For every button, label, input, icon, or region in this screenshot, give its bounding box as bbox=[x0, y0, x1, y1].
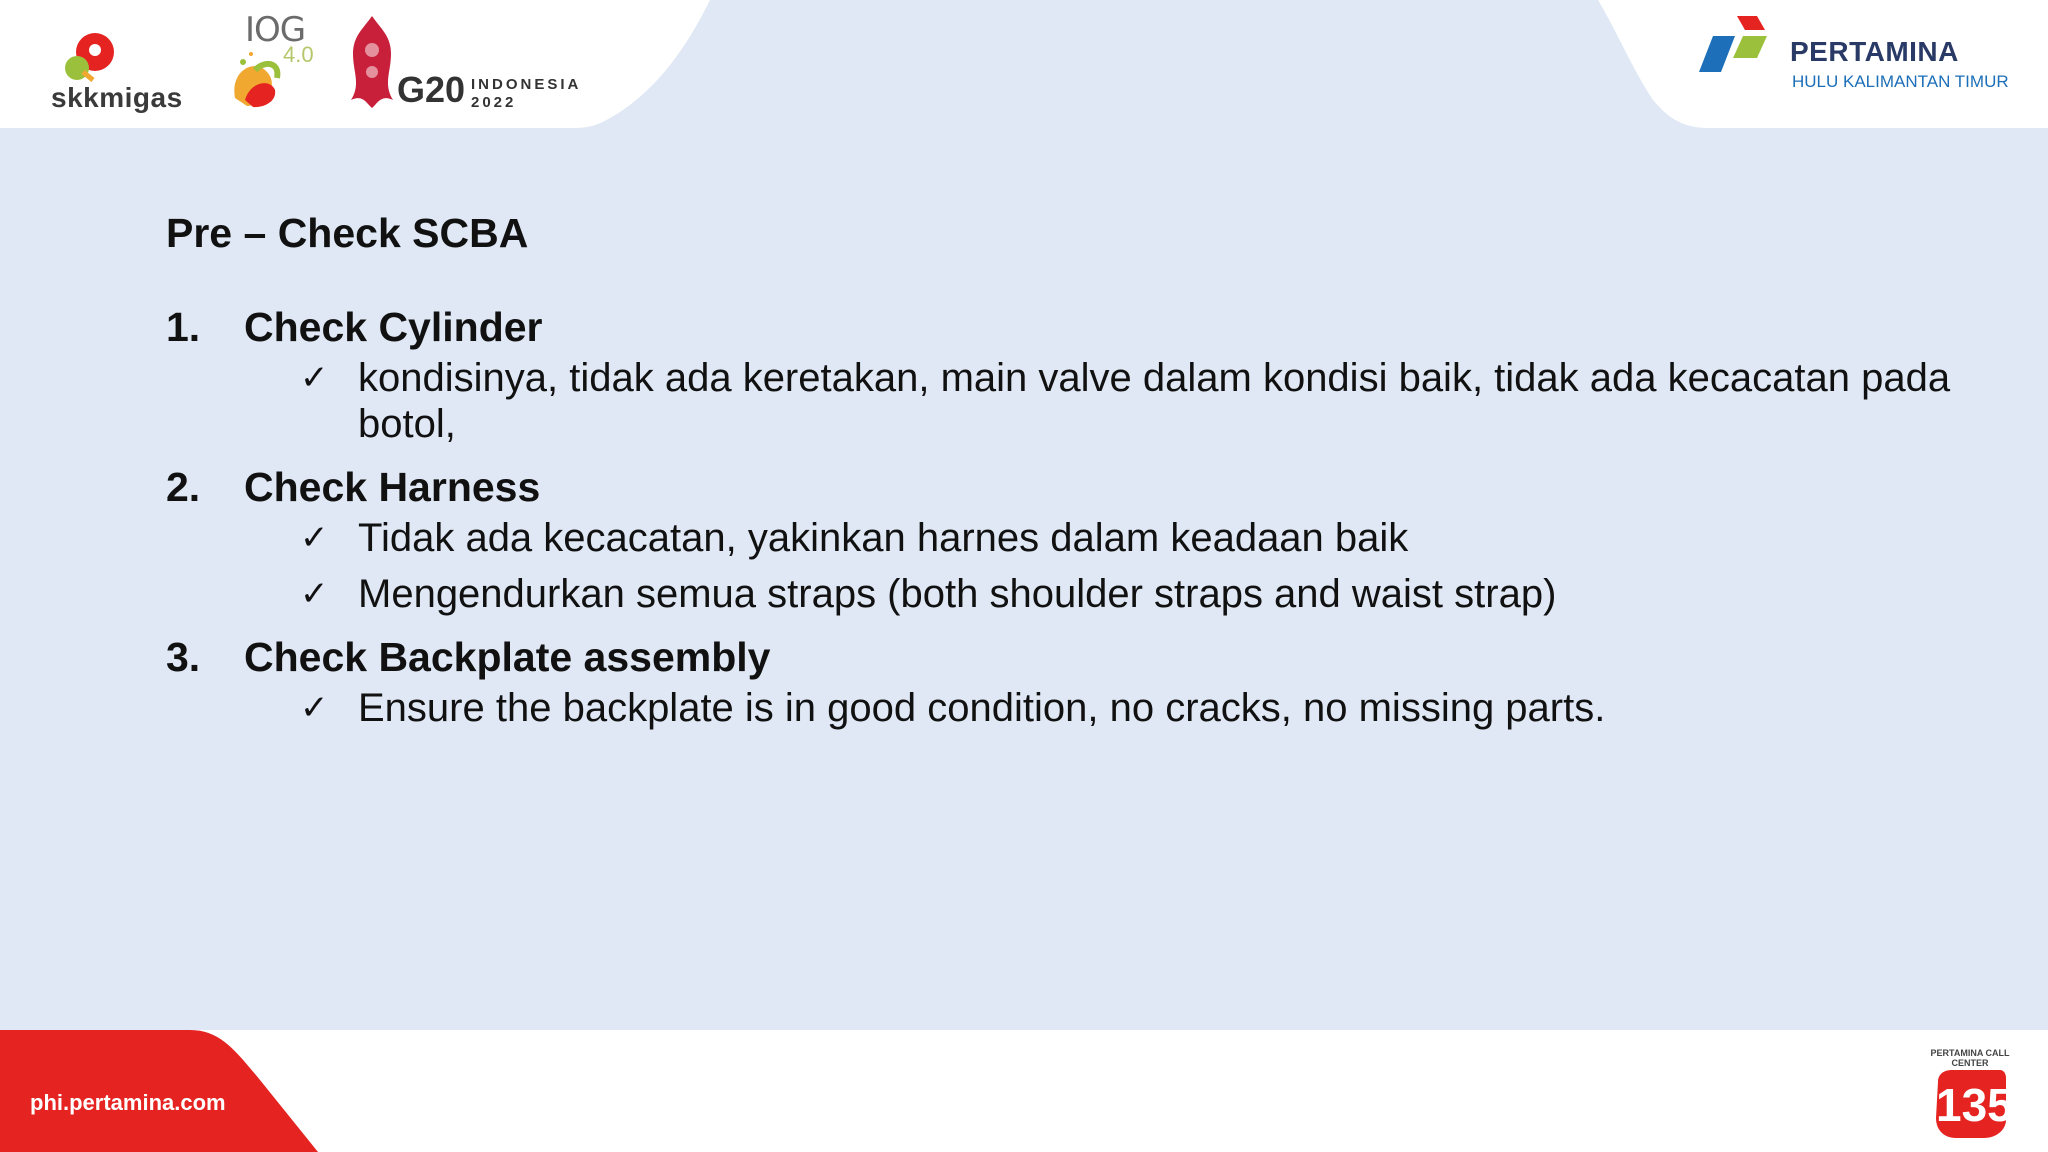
iog-logo-text: IOG bbox=[245, 10, 306, 50]
g20-logo-year: 2022 bbox=[471, 94, 517, 111]
iog-logo-version: 4.0 bbox=[283, 42, 314, 67]
checklist-item-backplate bbox=[166, 629, 1986, 731]
check-icon: ✓ bbox=[300, 518, 329, 558]
slide-title: Pre – Check SCBA bbox=[166, 210, 529, 256]
skkmigas-logo-text: skkmigas bbox=[51, 82, 183, 113]
item-number: 2. bbox=[166, 463, 201, 510]
check-icon: ✓ bbox=[300, 358, 329, 398]
item-heading: Check Harness bbox=[244, 463, 541, 510]
call-center-number: 135 bbox=[1936, 1079, 2013, 1131]
point-text: Ensure the backplate is in good condition, no cracks, no missing parts. bbox=[358, 686, 1606, 730]
checklist-item-cylinder bbox=[166, 299, 1986, 447]
checklist-point bbox=[300, 355, 1986, 447]
point-text: Tidak ada kecacatan, yakinkan harnes dalam keadaan baik bbox=[358, 516, 1409, 560]
item-number: 3. bbox=[166, 633, 201, 680]
pertamina-logo bbox=[1695, 14, 2025, 104]
pertamina-name: PERTAMINA bbox=[1790, 36, 1959, 67]
pertamina-unit: HULU KALIMANTAN TIMUR bbox=[1792, 72, 2009, 91]
footer-website-link[interactable]: phi.pertamina.com bbox=[30, 1090, 226, 1115]
point-text: kondisinya, tidak ada keretakan, main valve dalam kondisi baik, tidak ada kecacatan pada botol, bbox=[358, 356, 1951, 446]
item-heading: Check Backplate assembly bbox=[244, 633, 771, 680]
g20-indonesia-logo bbox=[345, 14, 595, 114]
point-text: Mengendurkan semua straps (both shoulder straps and waist strap) bbox=[358, 572, 1557, 616]
call-center-label: PERTAMINA CALL CENTER bbox=[1930, 1048, 2010, 1068]
check-icon: ✓ bbox=[300, 688, 329, 728]
skkmigas-logo bbox=[45, 12, 205, 117]
call-center-badge bbox=[1930, 1048, 2013, 1140]
iog-logo bbox=[225, 10, 315, 115]
item-number: 1. bbox=[166, 303, 201, 350]
check-icon: ✓ bbox=[300, 574, 329, 614]
checklist-point bbox=[300, 571, 1986, 617]
checklist-item-harness bbox=[166, 459, 1986, 617]
g20-logo-country: INDONESIA bbox=[471, 76, 582, 93]
slide-content bbox=[166, 210, 1986, 743]
footer bbox=[0, 1030, 2048, 1152]
g20-logo-text: G20 bbox=[397, 69, 466, 110]
header-logo-panel-left bbox=[0, 0, 720, 130]
checklist-point bbox=[300, 685, 1986, 731]
item-heading: Check Cylinder bbox=[244, 303, 543, 350]
checklist-point bbox=[300, 515, 1986, 561]
